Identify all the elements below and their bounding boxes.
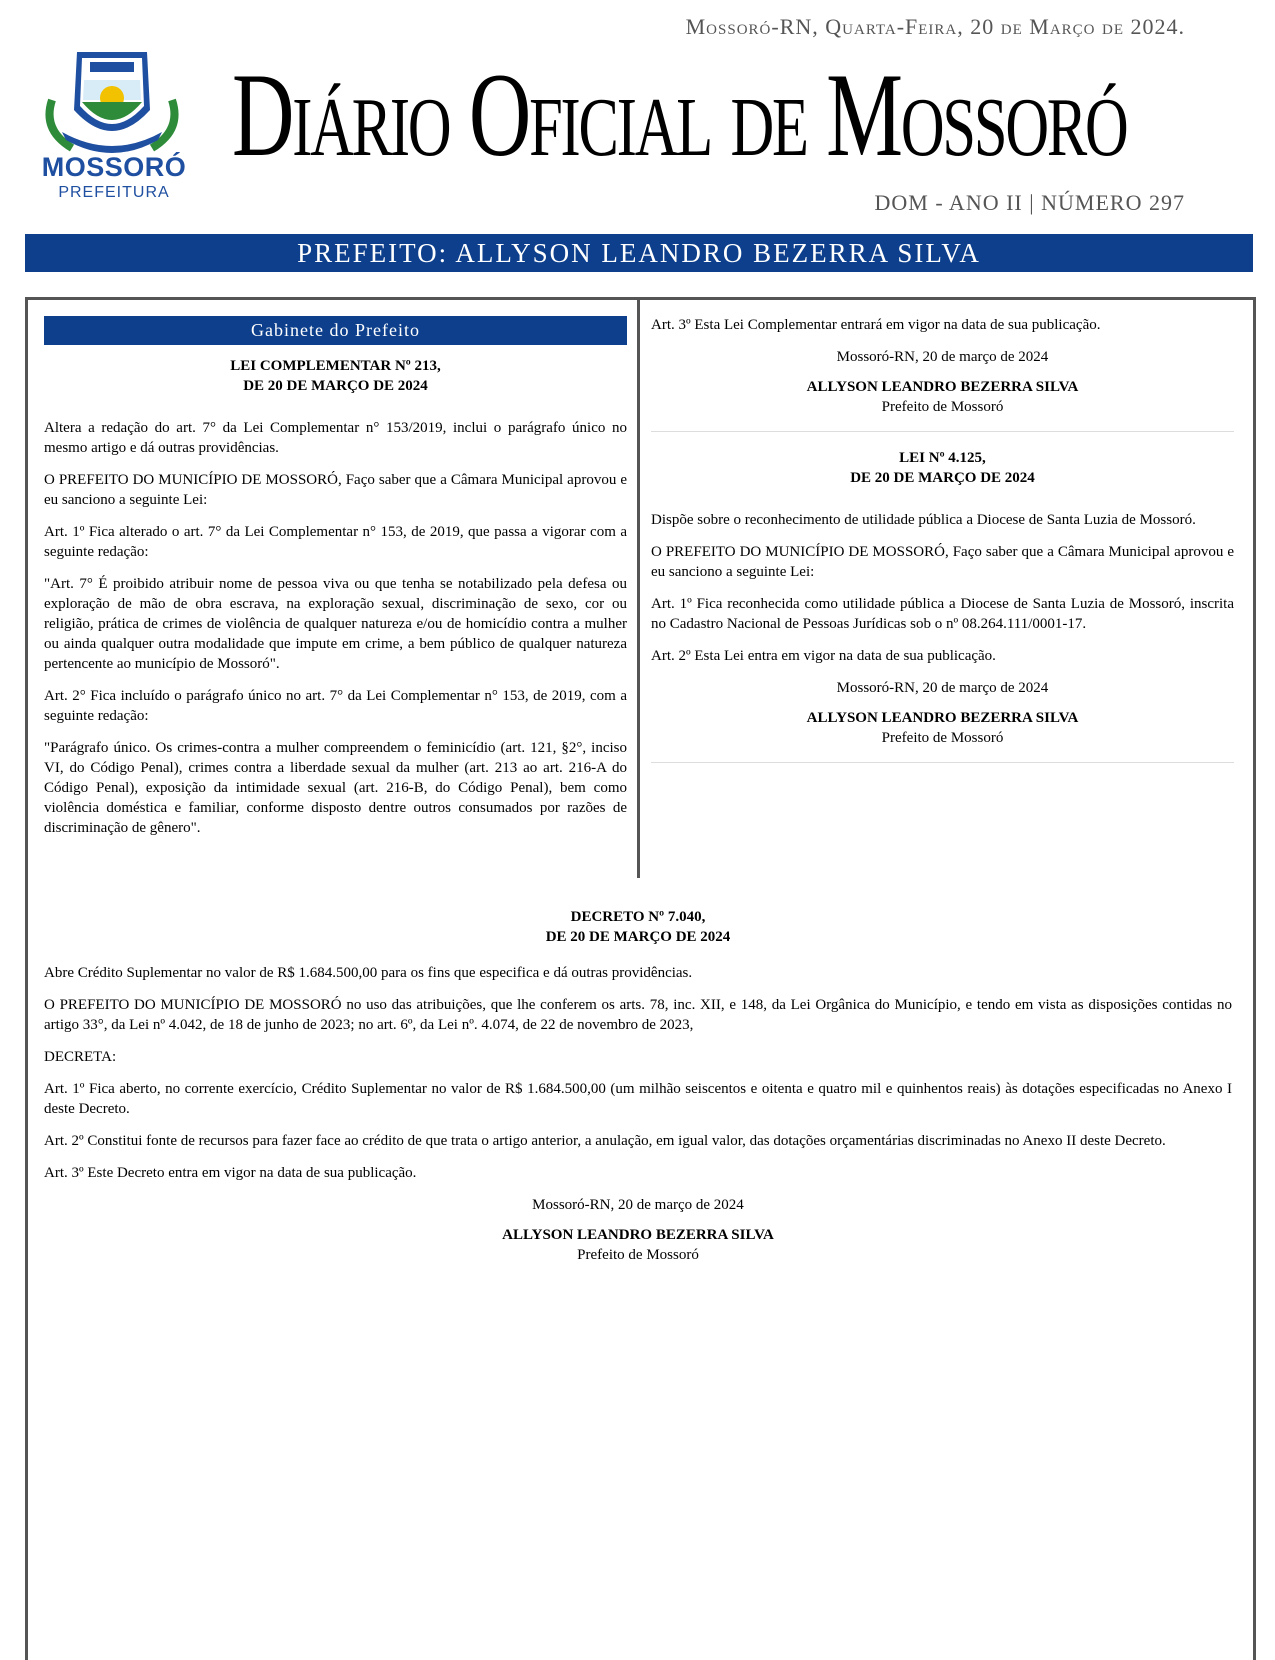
mayor-banner: PREFEITO: ALLYSON LEANDRO BEZERRA SILVA bbox=[25, 234, 1253, 272]
ementa: Altera a redação do art. 7° da Lei Complementar n° 153/2019, inclui o parágrafo único no mesmo artigo e dá outras providências. bbox=[44, 420, 627, 456]
ementa: Abre Crédito Suplementar no valor de R$ 1.684.500,00 para os fins que especifica e dá outras providências. bbox=[44, 965, 693, 981]
article: Art. 3º Este Decreto entra em vigor na data de sua publicação. bbox=[44, 1165, 417, 1181]
article: Art. 2º Constitui fonte de recursos para fazer face ao crédito de que trata o artigo anterior, a anulação, em igual valor, das dotações orçamentárias discriminadas no Anexo II deste Decreto. bbox=[44, 1133, 1166, 1149]
article: Art. 3º Esta Lei Complementar entrará em vigor na data de sua publicação. bbox=[651, 317, 1101, 333]
signer-name: ALLYSON LEANDRO BEZERRA SILVA bbox=[502, 1227, 774, 1243]
title-line: DE 20 DE MARÇO DE 2024 bbox=[545, 929, 731, 945]
right-column bbox=[651, 315, 1234, 779]
signer-role: Prefeito de Mossoró bbox=[881, 399, 1004, 415]
quoted-paragraph: "Parágrafo único. Os crimes-contra a mulher compreendem o feminicídio (art. 121, §2°, inciso VI, do Código Penal), crimes contra a liberdade sexual da mulher (art. 213 ao art. 216-A do Código Penal), exposição da intimidade sexual (art. 216-B, do Código Penal), bem como violência doméstica e familiar, conforme disposto dentre outros consumados por razões de discriminação de gênero". bbox=[44, 740, 627, 836]
separator bbox=[651, 431, 1234, 432]
decreto-7040 bbox=[44, 907, 1232, 1265]
article: Art. 1º Fica alterado o art. 7° da Lei Complementar n° 153, de 2019, que passa a vigorar com a seguinte redação: bbox=[44, 524, 627, 560]
title-line: LEI COMPLEMENTAR Nº 213, bbox=[230, 358, 441, 374]
issue-date: Mossoró-RN, Quarta-Feira, 20 de Março de 2024. bbox=[685, 14, 1185, 39]
title-line: DE 20 DE MARÇO DE 2024 bbox=[850, 470, 1035, 486]
document-title bbox=[44, 356, 627, 396]
preamble: O PREFEITO DO MUNICÍPIO DE MOSSORÓ, Faço saber que a Câmara Municipal aprovou e eu sanciono a seguinte Lei: bbox=[651, 544, 1234, 580]
article: Art. 1º Fica reconhecida como utilidade pública a Diocese de Santa Luzia de Mossoró, inscrita no Cadastro Nacional de Pessoas Jurídicas sob o nº 08.264.111/0001-17. bbox=[651, 596, 1234, 632]
place-date: Mossoró-RN, 20 de março de 2024 bbox=[836, 680, 1049, 696]
signer-name: ALLYSON LEANDRO BEZERRA SILVA bbox=[806, 379, 1079, 395]
column-divider bbox=[637, 300, 640, 878]
quoted-article: "Art. 7° É proibido atribuir nome de pessoa viva ou que tenha se notabilizado pela defesa ou exploração de mão de obra escrava, na exploração sexual, discriminação de sexo, cor ou religião, prática de crimes de violência de qualquer natureza e/ou de homicídio contra a mulher ou ainda qualquer outra modalidade que impute em crime, a bem público de qualquer natureza pertencente ao município de Mossoró". bbox=[44, 576, 627, 672]
preamble: O PREFEITO DO MUNICÍPIO DE MOSSORÓ no uso das atribuições, que lhe conferem os arts. 78, inc. XII, e 148, da Lei Orgânica do Município, e tendo em vista as disposições contidas no artigo 33°, da Lei nº 4.042, de 18 de junho de 2023; no art. 6º, da Lei nº. 4.074, de 22 de novembro de 2023, bbox=[44, 997, 1232, 1033]
edition-number: DOM - ANO II | NÚMERO 297 bbox=[874, 190, 1185, 215]
place-date: Mossoró-RN, 20 de março de 2024 bbox=[836, 349, 1049, 365]
masthead-title: Diário Oficial de Mossoró bbox=[232, 48, 1127, 181]
ementa: Dispõe sobre o reconhecimento de utilidade pública a Diocese de Santa Luzia de Mossoró. bbox=[651, 512, 1196, 528]
title-line: DECRETO Nº 7.040, bbox=[570, 909, 706, 925]
logo-subtitle: PREFEITURA bbox=[58, 184, 170, 201]
title-line: DE 20 DE MARÇO DE 2024 bbox=[243, 378, 428, 394]
signer-name: ALLYSON LEANDRO BEZERRA SILVA bbox=[806, 710, 1079, 726]
title-line: LEI Nº 4.125, bbox=[899, 450, 986, 466]
section-header: Gabinete do Prefeito bbox=[44, 316, 627, 345]
article: Art. 2º Esta Lei entra em vigor na data de sua publicação. bbox=[651, 648, 996, 664]
signer-role: Prefeito de Mossoró bbox=[881, 730, 1004, 746]
document-title bbox=[651, 448, 1234, 488]
article: Art. 2° Fica incluído o parágrafo único no art. 7° da Lei Complementar n° 153, de 2019, com a seguinte redação: bbox=[44, 688, 627, 724]
signer-role: Prefeito de Mossoró bbox=[577, 1247, 699, 1263]
logo-name: MOSSORÓ bbox=[41, 152, 187, 182]
article: Art. 1º Fica aberto, no corrente exercício, Crédito Suplementar no valor de R$ 1.684.500,00 (um milhão seiscentos e oitenta e quatro mil e quinhentos reais) às dotações especificadas no Anexo I deste Decreto. bbox=[44, 1081, 1232, 1117]
document-title bbox=[44, 907, 1232, 947]
separator bbox=[651, 762, 1234, 763]
lei-complementar-213 bbox=[44, 356, 627, 850]
place-date: Mossoró-RN, 20 de março de 2024 bbox=[532, 1197, 744, 1213]
decreta-label: DECRETA: bbox=[44, 1049, 117, 1065]
preamble: O PREFEITO DO MUNICÍPIO DE MOSSORÓ, Faço saber que a Câmara Municipal aprovou e eu sanciono a seguinte Lei: bbox=[44, 472, 627, 508]
